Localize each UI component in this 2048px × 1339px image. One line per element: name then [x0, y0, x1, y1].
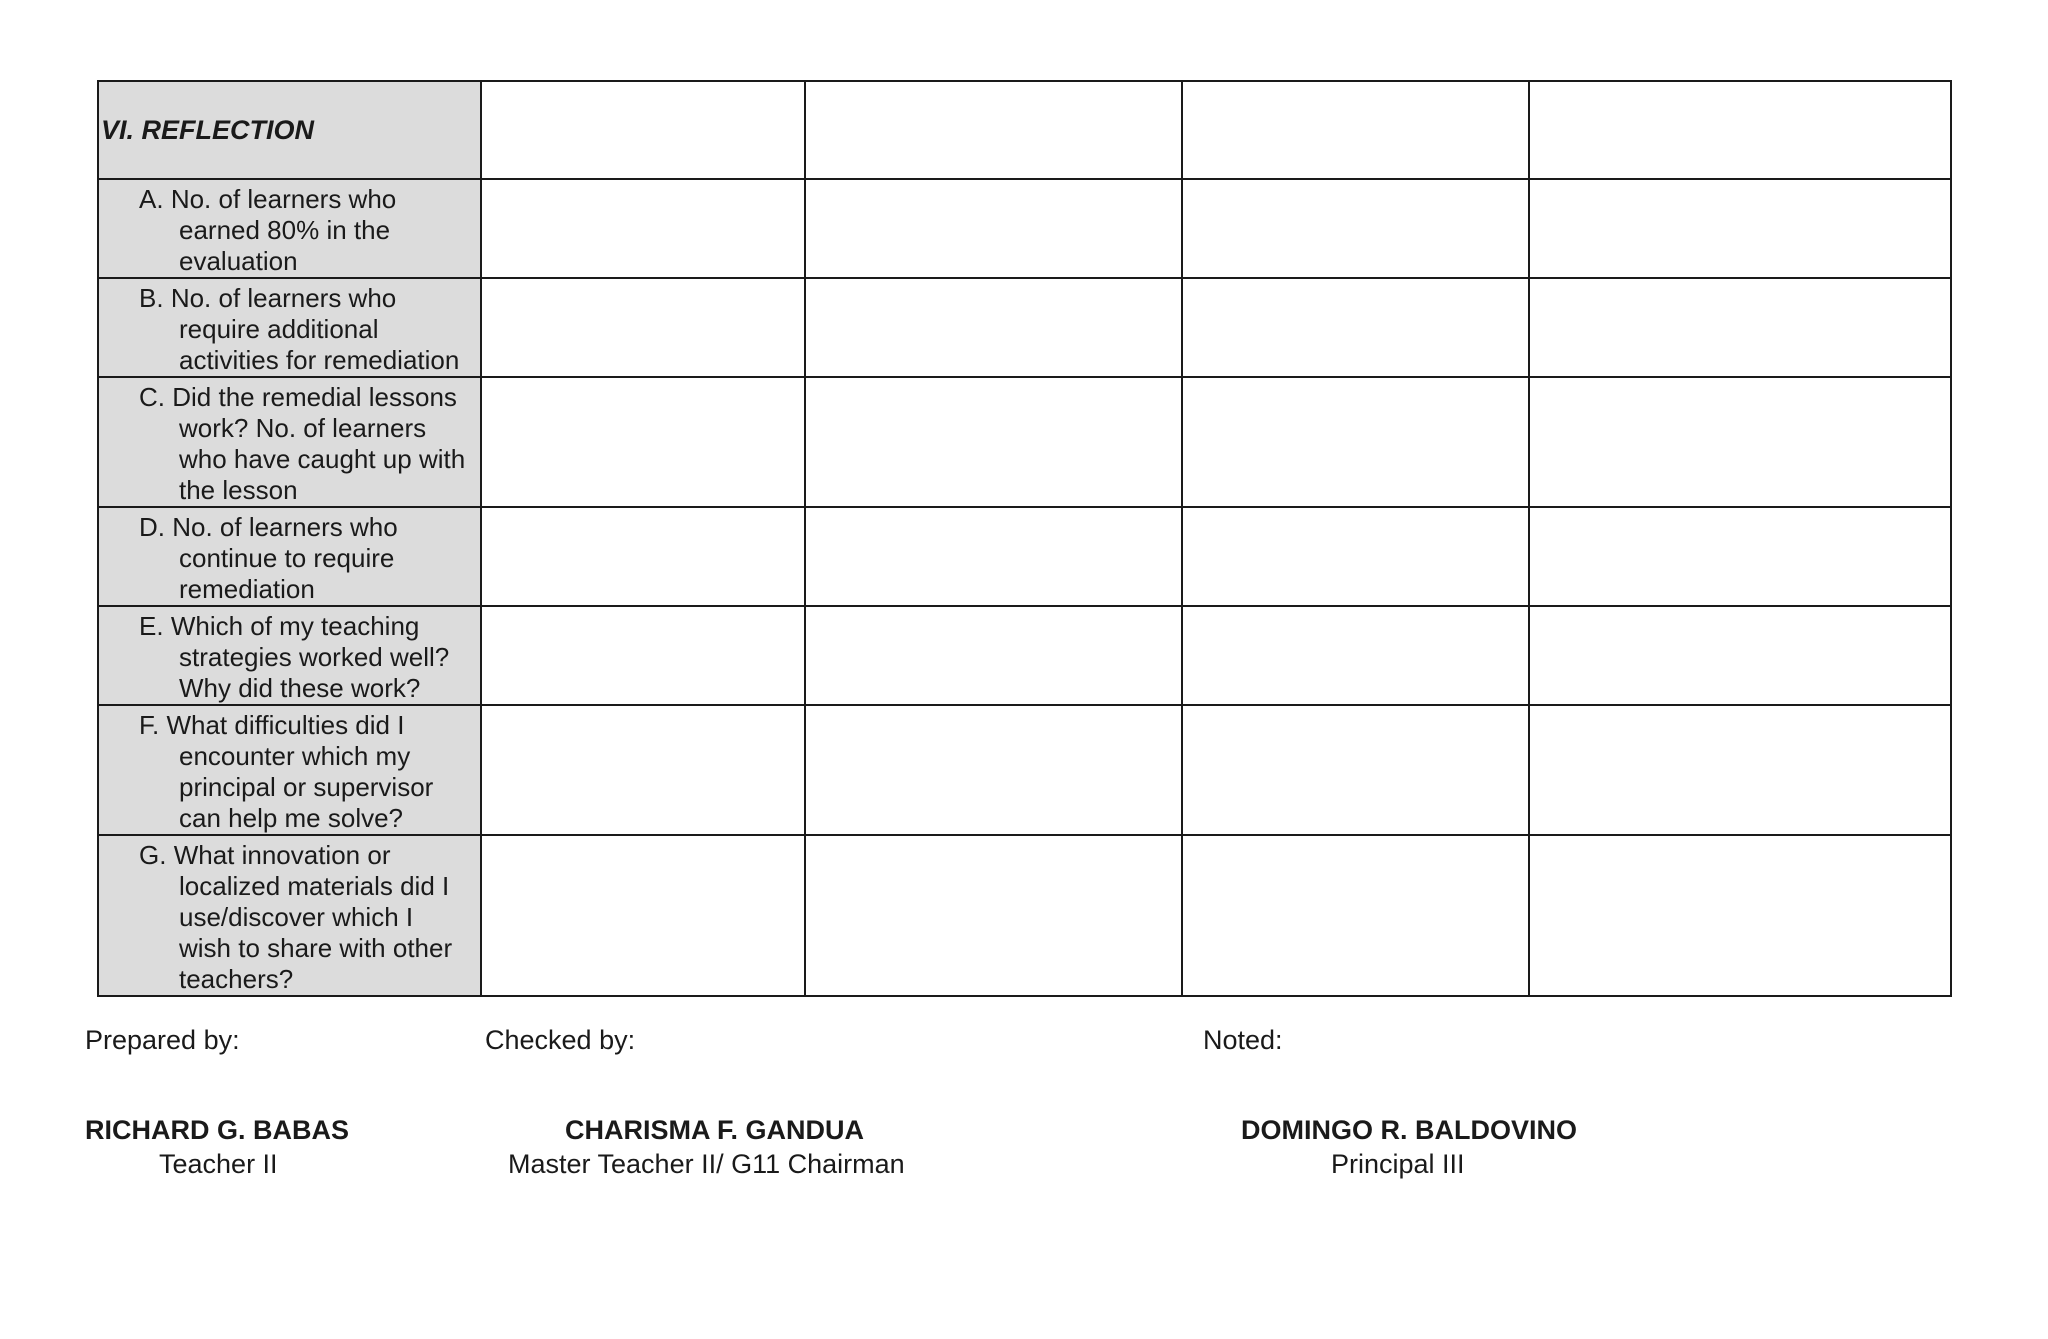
item-label-f: F. What difficulties did I encounter which my principal or supervisor can help me solve?	[98, 705, 481, 835]
blank-cell[interactable]	[1182, 835, 1529, 996]
table-row	[98, 179, 1951, 278]
table-row	[98, 278, 1951, 377]
item-label-b: B. No. of learners who require additional activities for remediation	[98, 278, 481, 377]
item-label-c: C. Did the remedial lessons work? No. of learners who have caught up with the lesson	[98, 377, 481, 507]
blank-cell[interactable]	[805, 507, 1182, 606]
noted-title: Principal III	[1331, 1149, 1465, 1179]
blank-cell[interactable]	[1529, 507, 1951, 606]
checked-by-name: CHARISMA F. GANDUA	[565, 1115, 864, 1145]
blank-cell[interactable]	[1529, 606, 1951, 705]
item-label-e: E. Which of my teaching strategies worked well? Why did these work?	[98, 606, 481, 705]
table-row-heading	[98, 81, 1951, 179]
prepared-by-name: RICHARD G. BABAS	[85, 1115, 350, 1145]
noted-name: DOMINGO R. BALDOVINO	[1241, 1115, 1577, 1145]
item-label-a: A. No. of learners who earned 80% in the evaluation	[98, 179, 481, 278]
blank-cell[interactable]	[1182, 377, 1529, 507]
blank-cell[interactable]	[481, 179, 805, 278]
item-label-g: G. What innovation or localized materials did I use/discover which I wish to share with other teachers?	[98, 835, 481, 996]
prepared-by-label: Prepared by:	[85, 1025, 240, 1055]
blank-cell[interactable]	[1182, 606, 1529, 705]
blank-cell[interactable]	[1182, 81, 1529, 179]
blank-cell[interactable]	[481, 705, 805, 835]
blank-cell[interactable]	[1182, 705, 1529, 835]
blank-cell[interactable]	[481, 377, 805, 507]
blank-cell[interactable]	[481, 507, 805, 606]
blank-cell[interactable]	[805, 81, 1182, 179]
blank-cell[interactable]	[1529, 705, 1951, 835]
blank-cell[interactable]	[481, 81, 805, 179]
blank-cell[interactable]	[805, 606, 1182, 705]
table-row	[98, 507, 1951, 606]
blank-cell[interactable]	[1182, 507, 1529, 606]
blank-cell[interactable]	[1529, 377, 1951, 507]
blank-cell[interactable]	[1182, 179, 1529, 278]
blank-cell[interactable]	[805, 179, 1182, 278]
blank-cell[interactable]	[481, 278, 805, 377]
checked-by-label: Checked by:	[485, 1025, 636, 1055]
blank-cell[interactable]	[805, 377, 1182, 507]
blank-cell[interactable]	[805, 835, 1182, 996]
item-label-d: D. No. of learners who continue to require remediation	[98, 507, 481, 606]
table-row	[98, 705, 1951, 835]
blank-cell[interactable]	[481, 835, 805, 996]
table-row	[98, 377, 1951, 507]
blank-cell[interactable]	[1529, 835, 1951, 996]
blank-cell[interactable]	[481, 606, 805, 705]
prepared-by-title: Teacher II	[159, 1149, 278, 1179]
reflection-table	[97, 80, 1952, 997]
table-row	[98, 606, 1951, 705]
blank-cell[interactable]	[1182, 278, 1529, 377]
blank-cell[interactable]	[805, 278, 1182, 377]
table-row	[98, 835, 1951, 996]
blank-cell[interactable]	[805, 705, 1182, 835]
blank-cell[interactable]	[1529, 81, 1951, 179]
noted-label: Noted:	[1203, 1025, 1283, 1055]
section-heading: VI. REFLECTION	[98, 81, 481, 179]
blank-cell[interactable]	[1529, 278, 1951, 377]
blank-cell[interactable]	[1529, 179, 1951, 278]
checked-by-title: Master Teacher II/ G11 Chairman	[508, 1149, 905, 1179]
